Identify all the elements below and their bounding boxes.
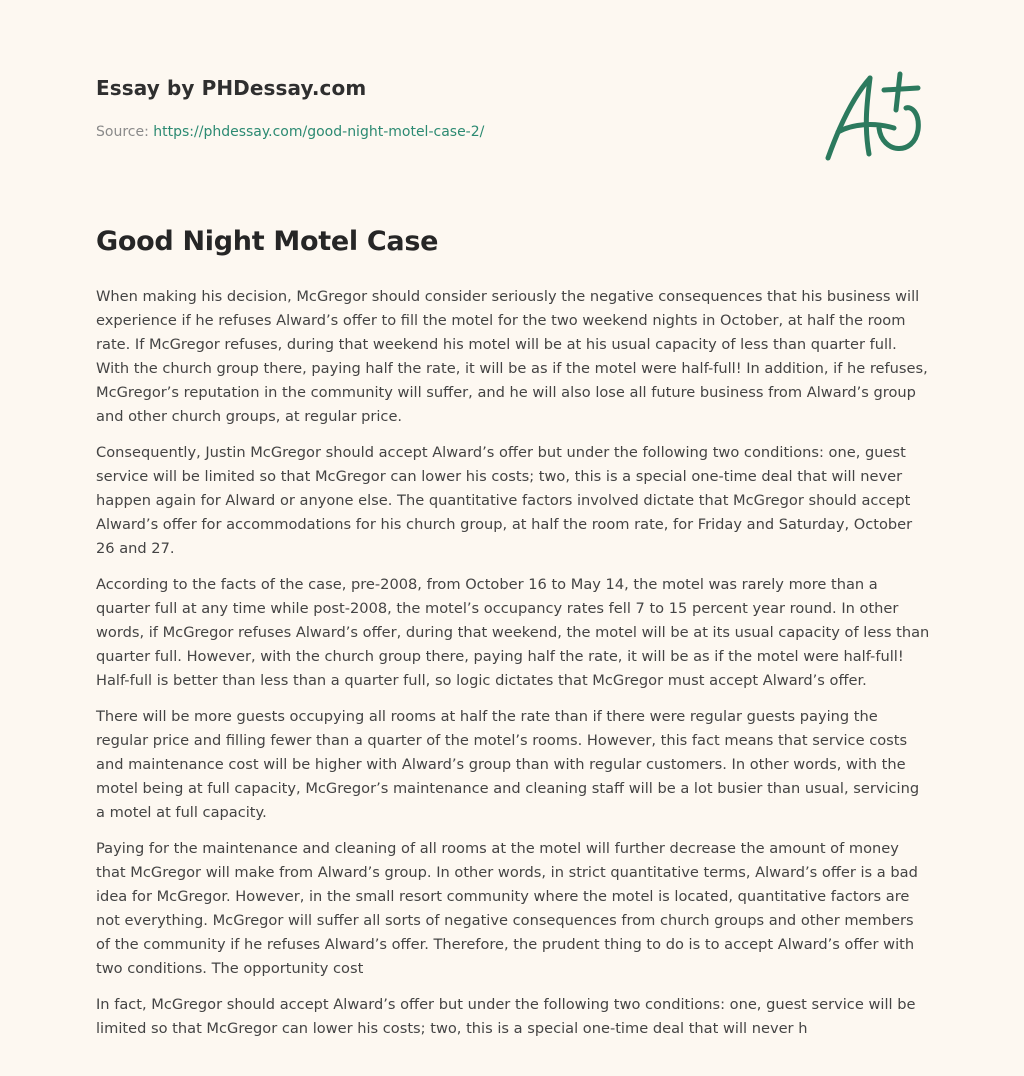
essay-paragraph: When making his decision, McGregor should consider seriously the negative consequences that his business will experience if he refuses Alward’s offer to fill the motel for the two weekend nights in October, at half the room rate. If McGregor refuses, during that weekend his motel will be at his usual capacity of less than quarter full. With the church group there, paying half the rate, it will be as if the motel were half-full! In addition, if he refuses, McGregor’s reputation in the community will suffer, and he will also lose all future business from Alward’s group and other church groups, at regular price. — [96, 288, 928, 425]
essay-paragraph: Consequently, Justin McGregor should accept Alward’s offer but under the following two conditions: one, guest service will be limited so that McGregor can lower his costs; two, this is a special one-time deal that will never happen again for Alward or anyone else. The quantitative factors involved dictate that McGregor should accept Alward’s offer for accommodations for his church group, at half the room rate, for Friday and Saturday, October 26 and 27. — [96, 444, 913, 557]
logo-plus-vertical — [896, 74, 900, 110]
essay-paragraph: There will be more guests occupying all rooms at half the rate than if there were regular guests paying the regular price and filling fewer than a quarter of the motel’s rooms. However, this fact means that service costs and maintenance cost will be higher with Alward’s group than with regular customers. In other words, with the motel being at full capacity, McGregor’s maintenance and cleaning staff will be a lot busier than usual, servicing a motel at full capacity. — [96, 708, 920, 821]
source-label: Source: — [96, 124, 149, 140]
site-title: Essay by PHDessay.com — [96, 76, 367, 100]
source-link[interactable]: https://phdessay.com/good-night-motel-case-2/ — [153, 124, 485, 140]
essay-paragraph: According to the facts of the case, pre-2008, from October 16 to May 14, the motel was rarely more than a quarter full at any time while post-2008, the motel’s occupancy rates fell 7 to 15 percent year round. In other words, if McGregor refuses Alward’s offer, during that weekend, the motel will be at its usual capacity of less than quarter full. However, with the church group there, paying half the rate, it will be as if the motel were half-full! Half-full is better than less than a quarter full, so logic dictates that McGregor must accept Alward’s offer. — [96, 576, 930, 689]
logo-a-right-stroke — [866, 78, 870, 154]
logo-plus-horizontal — [884, 88, 918, 90]
essay-body — [96, 285, 930, 1053]
source-line — [96, 124, 484, 140]
essay-title: Good Night Motel Case — [96, 226, 439, 257]
essay-paragraph: In fact, McGregor should accept Alward’s offer but under the following two conditions: one, guest service will be limited so that McGregor can lower his costs; two, this is a special one-time deal that will never h — [96, 996, 916, 1037]
a-plus-logo-icon — [822, 68, 932, 164]
site-header — [96, 76, 366, 100]
essay-paragraph: Paying for the maintenance and cleaning of all rooms at the motel will further decrease the amount of money that McGregor will make from Alward’s group. In other words, in strict quantitative terms, Alward’s offer is a bad idea for McGregor. However, in the small resort community where the motel is located, quantitative factors are not everything. McGregor will suffer all sorts of negative consequences from church groups and other members of the community if he refuses Alward’s offer. Therefore, the prudent thing to do is to accept Alward’s offer with two conditions. The opportunity cost — [96, 840, 918, 977]
logo-a-left-stroke — [828, 78, 870, 158]
